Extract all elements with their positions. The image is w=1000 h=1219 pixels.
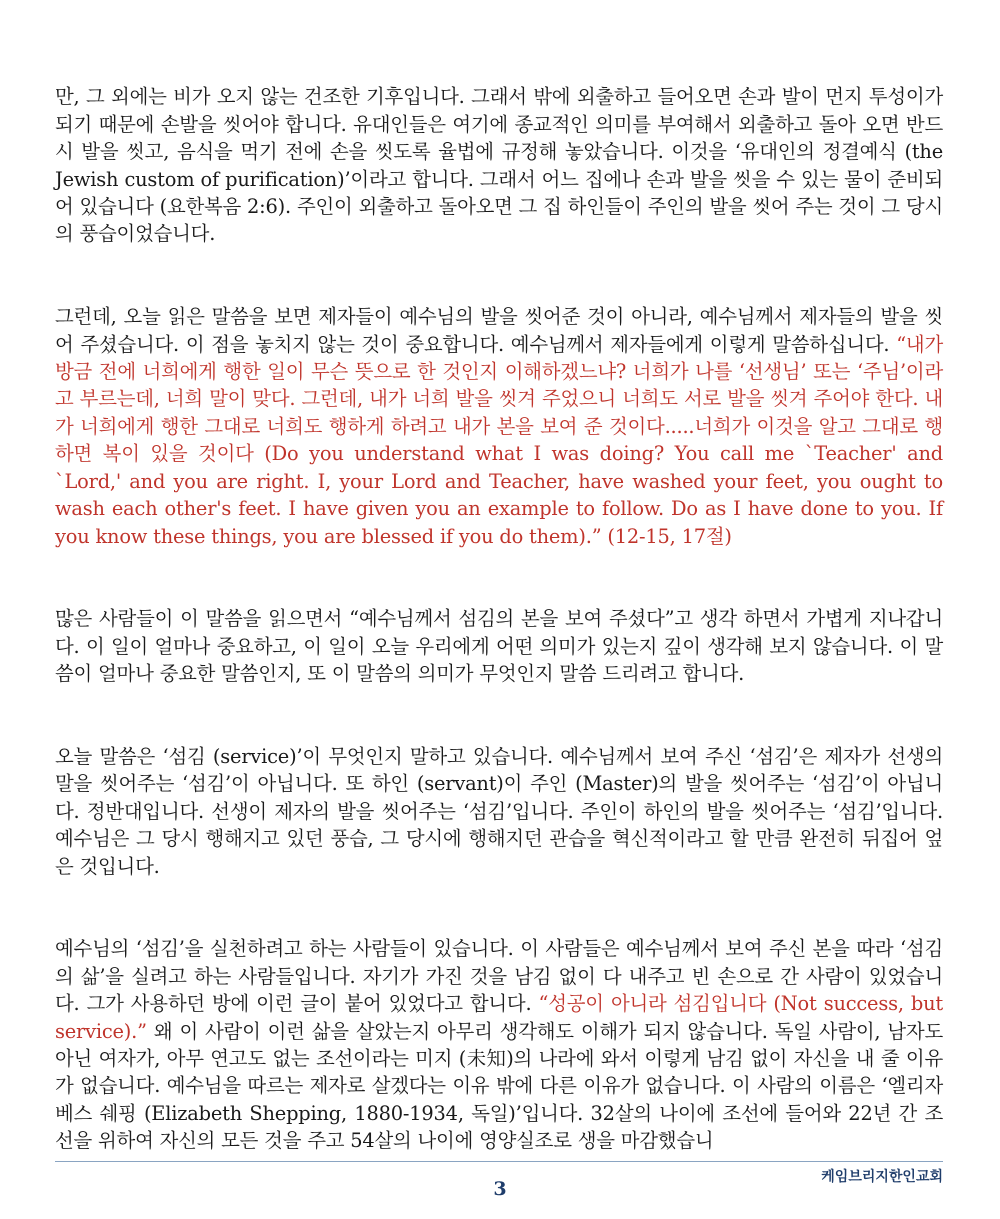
paragraph-3 — [55, 578, 943, 688]
church-name: 케임브리지한인교회 — [821, 1169, 943, 1185]
paragraph-2 — [55, 276, 943, 550]
paragraph-text: 예수님의 ‘섬김’을 실천하려고 하는 사람들이 있습니다. 이 사람들은 예수님께서 보여 주신 본을 따라 ‘섬김의 삶’을 실려고 하는 사람들입니다. 자기가 가진 것을 남김 없이 다 내주고 빈 손으로 간 사람이 있었습니다. 그가 사용하던 방에 이런 글이 붙어 있었다고 합니다. — [55, 937, 943, 1016]
paragraph-text: 오늘 말씀은 ‘섬김 (service)’이 무엇인지 말하고 있습니다. 예수님께서 보여 주신 ‘섬김’은 제자가 선생의 말을 씻어주는 ‘섬김’이 아닙니다. 또 하인 (servant)이 주인 (Master)의 발을 씻어주는 ‘섬김’이 아닙니다. 정반대입니다. 선생이 제자의 발을 씻어주는 ‘섬김’입니다. 주인이 하인의 발을 씻어주는 ‘섬김’입니다. 예수님은 그 당시 행해지고 있던 풍습, 그 당시에 행해지던 관습을 혁신적이라고 할 만큼 완전히 뒤집어 엎은 것입니다. — [55, 744, 943, 878]
paragraph-text: 그런데, 오늘 읽은 말씀을 보면 제자들이 예수님의 발을 씻어준 것이 아니라, 예수님께서 제자들의 발을 씻어 주셨습니다. 이 점을 놓치지 않는 것이 중요합니다. 예수님께서 제자들에게 이렇게 말씀하십니다. — [55, 305, 943, 356]
paragraph-1 — [55, 56, 943, 248]
paragraph-4 — [55, 716, 943, 880]
motto-quote: “성공이 아니라 섬김입니다 (Not success, but service).” — [55, 992, 943, 1043]
page-number: 3 — [493, 1178, 507, 1200]
paragraph-text: 왜 이 사람이 이런 삶을 살았는지 아무리 생각해도 이해가 되지 않습니다. 독일 사람이, 남자도 아닌 여자가, 아무 연고도 없는 조선이라는 미지 (未知)의 나라에 와서 이렇게 남김 없이 자신을 내 줄 이유가 없습니다. 예수님을 따르는 제자로 살겠다는 이유 밖에 다른 이유가 없습니다. 이 사람의 이름은 ‘엘리자베스 쉐핑 (Elizabeth Shepping, 1880-1934, 독일)’입니다. 32살의 나이에 조선에 들어와 22년 간 조선을 위하여 자신의 모든 것을 주고 54살의 나이에 영양실조로 생을 마감했습니 — [55, 1019, 943, 1153]
footer-divider — [55, 1161, 943, 1162]
paragraph-text: 많은 사람들이 이 말씀을 읽으면서 “예수님께서 섬김의 본을 보여 주셨다”고 생각 하면서 가볍게 지나갑니다. 이 일이 얼마나 중요하고, 이 일이 오늘 우리에게 어떤 의미가 있는지 깊이 생각해 보지 않습니다. 이 말씀이 얼마나 중요한 말씀인지, 또 이 말씀의 의미가 무엇인지 말씀 드리려고 합니다. — [55, 607, 943, 686]
scripture-quote: “내가 방금 전에 너희에게 행한 일이 무슨 뜻으로 한 것인지 이해하겠느냐? 너희가 나를 ‘선생님’ 또는 ‘주님’이라고 부르는데, 너희 말이 맞다. 그런데, 내가 너희 발을 씻겨 주었으니 너희도 서로 발을 씻겨 주어야 한다. 내가 너희에게 행한 그대로 너희도 행하게 하려고 내가 본을 보여 준 것이다.....너희가 이것을 알고 그대로 행하면 복이 있을 것이다 (Do you understand what I was doing? You call me `Teacher' and `Lord,' and you are right. I, your Lord and Teacher, have washed your feet, you ought to wash each other's feet. I have given you an example to follow. Do as I have done to you. If you know these things, you are blessed if you do them).” (12-15, 17절) — [55, 332, 943, 548]
paragraph-text: 만, 그 외에는 비가 오지 않는 건조한 기후입니다. 그래서 밖에 외출하고 들어오면 손과 발이 먼지 투성이가 되기 때문에 손발을 씻어야 합니다. 유대인들은 여기에 종교적인 의미를 부여해서 외출하고 돌아 오면 반드시 발을 씻고, 음식을 먹기 전에 손을 씻도록 율법에 규정해 놓았습니다. 이것을 ‘유대인의 정결예식 (the Jewish custom of purification)’이라고 합니다. 그래서 어느 집에나 손과 발을 씻을 수 있는 물이 준비되어 있습니다 (요한복음 2:6). 주인이 외출하고 돌아오면 그 집 하인들이 주인의 발을 씻어 주는 것이 그 당시의 풍습이었습니다. — [55, 85, 943, 246]
paragraph-5 — [55, 908, 943, 1155]
document-body — [55, 56, 943, 1183]
